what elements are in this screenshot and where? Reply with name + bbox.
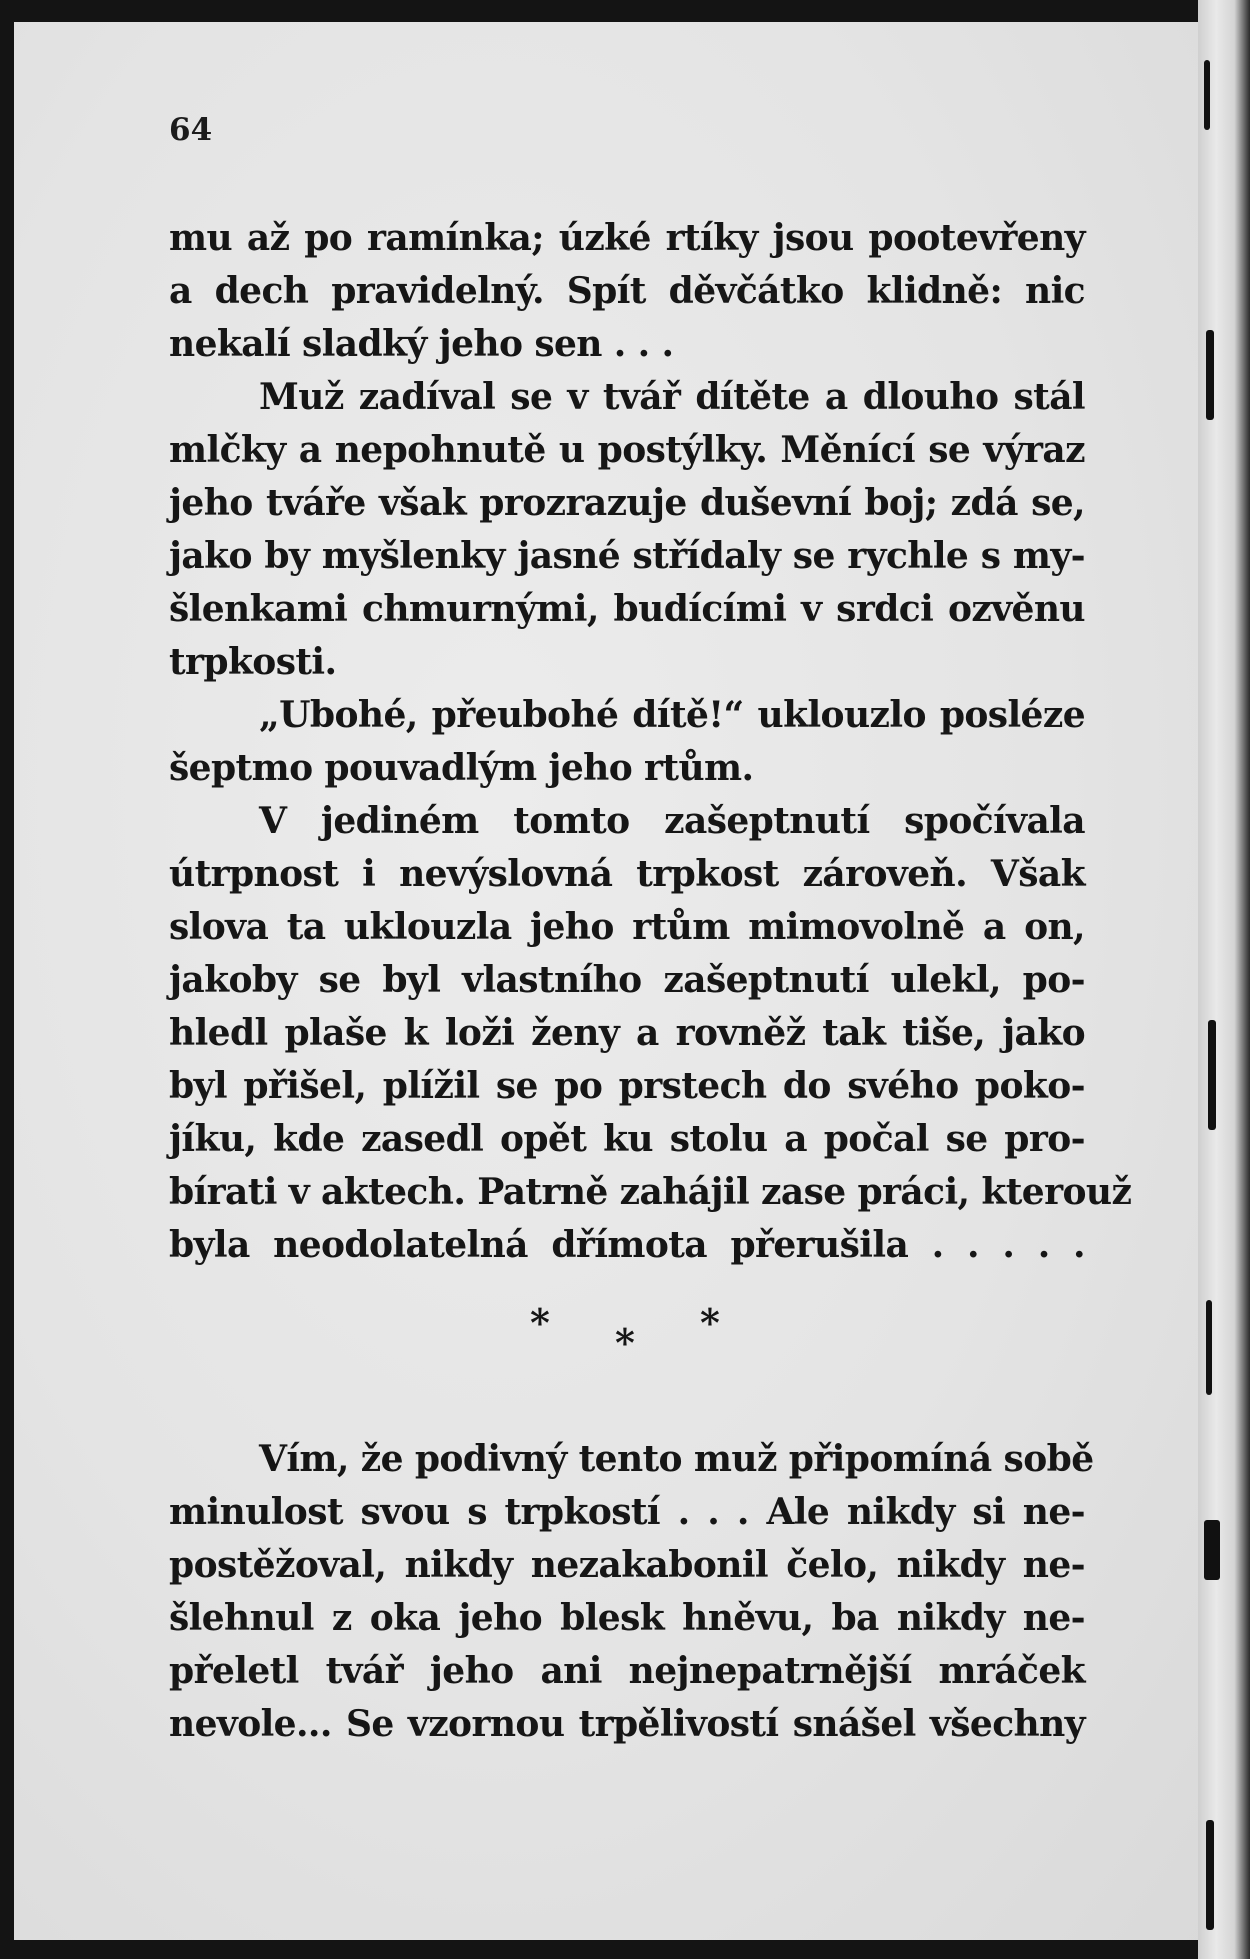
text-line: bírati v aktech. Patrně zahájil zase práci, kterouž <box>169 1171 1132 1213</box>
edge-speck <box>1206 330 1214 420</box>
text-line: jakoby se byl vlastního zašeptnutí ulekl, po- <box>169 959 1085 1001</box>
text-line: a dech pravidelný. Spít děvčátko klidně: nic <box>169 270 1085 312</box>
asterism-star: * <box>615 1320 635 1365</box>
asterism-star: * <box>530 1300 550 1345</box>
text-line: jako by myšlenky jasné střídaly se rychle s my- <box>169 535 1085 577</box>
text-line: hledl plaše k loži ženy a rovněž tak tiše, jako <box>169 1012 1085 1054</box>
text-line: „Ubohé, přeubohé dítě!“ uklouzlo posléze <box>259 694 1085 736</box>
text-line: jeho tváře však prozrazuje duševní boj; zdá se, <box>169 482 1085 524</box>
text-line: V jediném tomto zašeptnutí spočívala <box>259 800 1085 842</box>
text-line: šeptmo pouvadlým jeho rtům. <box>169 747 754 789</box>
asterism-star: * <box>700 1300 720 1345</box>
text-line: šlenkami chmurnými, budícími v srdci ozvěnu <box>169 588 1085 630</box>
text-line: nevole... Se vzornou trpělivostí snášel všechny <box>169 1703 1085 1745</box>
text-line: útrpnost i nevýslovná trpkost zároveň. Však <box>169 853 1085 895</box>
text-line: nekalí sladký jeho sen . . . <box>169 323 674 365</box>
text-line: postěžoval, nikdy nezakabonil čelo, nikdy ne- <box>169 1544 1085 1586</box>
text-line: přeletl tvář jeho ani nejnepatrnější mráček <box>169 1650 1085 1692</box>
text-line: trpkosti. <box>169 641 337 683</box>
text-line: Muž zadíval se v tvář dítěte a dlouho stál <box>259 376 1085 418</box>
text-line: minulost svou s trpkostí . . . Ale nikdy si ne- <box>169 1491 1085 1533</box>
page-number: 64 <box>169 112 213 148</box>
edge-speck <box>1206 1300 1212 1395</box>
edge-speck <box>1204 60 1210 130</box>
book-gutter-edge <box>1198 0 1250 1959</box>
text-line: mlčky a nepohnutě u postýlky. Měnící se výraz <box>169 429 1085 471</box>
edge-speck <box>1204 1520 1220 1580</box>
text-line: Vím, že podivný tento muž připomíná sobě <box>259 1438 1094 1480</box>
edge-speck <box>1206 1820 1214 1930</box>
text-line: mu až po ramínka; úzké rtíky jsou pootevřeny <box>169 217 1085 259</box>
edge-speck <box>1208 1020 1216 1130</box>
text-line: byla neodolatelná dřímota přerušila . . . . . <box>169 1224 1085 1266</box>
text-line: jíku, kde zasedl opět ku stolu a počal se pro- <box>169 1118 1085 1160</box>
text-line: slova ta uklouzla jeho rtům mimovolně a on, <box>169 906 1085 948</box>
text-line: šlehnul z oka jeho blesk hněvu, ba nikdy ne- <box>169 1597 1085 1639</box>
text-line: byl přišel, plížil se po prstech do svého poko- <box>169 1065 1085 1107</box>
